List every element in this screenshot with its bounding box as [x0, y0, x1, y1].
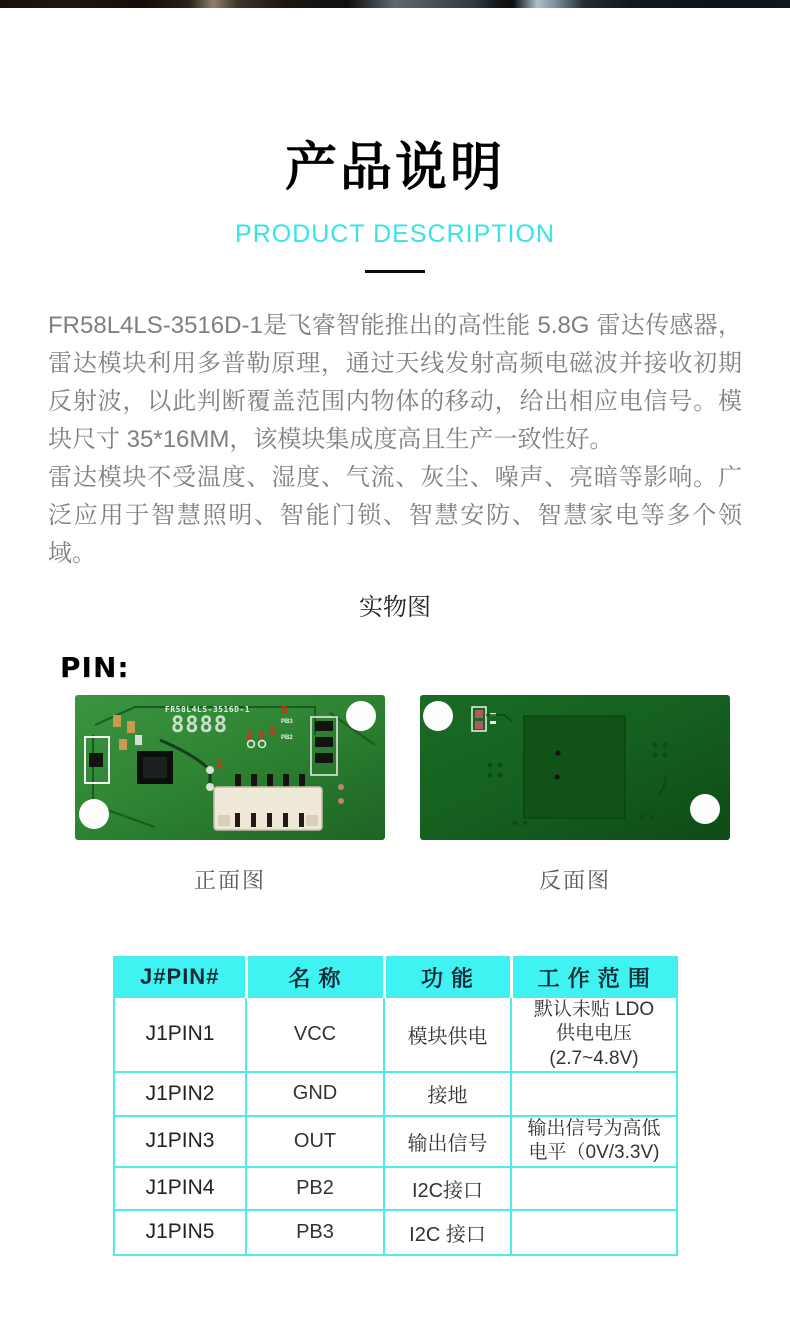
pin-marker-3: 3 — [258, 728, 265, 742]
back-board-image — [420, 695, 730, 840]
bottom-whitespace — [0, 1256, 790, 1329]
mounting-hole-bottom-left — [79, 799, 109, 829]
cell-range — [511, 1210, 677, 1255]
board-images — [75, 695, 790, 894]
table-header-pin: J#PIN# — [114, 957, 246, 997]
silkscreen-pb3: PB3 — [281, 719, 293, 725]
range-line: 供电电压(2.7~4.8V) — [549, 1023, 639, 1069]
cell-function: I2C接口 — [384, 1167, 511, 1210]
mounting-hole-top-left — [423, 701, 453, 731]
range-line: 电平（0V/3.3V) — [528, 1142, 660, 1164]
pad-3 — [315, 753, 333, 763]
table-header-name: 名 称 — [246, 957, 384, 997]
title-divider — [365, 270, 425, 273]
test-point-2 — [338, 798, 344, 804]
front-board-figure — [75, 695, 385, 894]
cell-name: OUT — [246, 1116, 384, 1167]
pin-table — [113, 956, 678, 1256]
resistor-1 — [135, 735, 142, 745]
jst-connector — [214, 787, 322, 830]
via-2 — [206, 783, 214, 791]
pin-marker-4: 4 — [269, 724, 276, 738]
silkscreen-model-text: FR58L4LS-3516D-1 — [165, 705, 251, 714]
cell-pin: J1PIN5 — [114, 1210, 246, 1255]
cell-pin: J1PIN4 — [114, 1167, 246, 1210]
section-title-photo: 实物图 — [359, 594, 431, 621]
pin-marker-1: 1 — [216, 756, 223, 770]
front-board-image — [75, 695, 385, 840]
mounting-hole-bottom-right — [690, 794, 720, 824]
cell-pin: J1PIN3 — [114, 1116, 246, 1167]
table-row — [114, 997, 677, 1072]
silkscreen-digits: 8888 — [171, 713, 228, 738]
top-photo-strip — [0, 0, 790, 8]
cell-name: VCC — [246, 997, 384, 1072]
cell-function: 接地 — [384, 1072, 511, 1116]
cell-function: 输出信号 — [384, 1116, 511, 1167]
table-row — [114, 1116, 677, 1167]
table-header-range: 工 作 范 围 — [511, 957, 677, 997]
pad-2 — [315, 737, 333, 747]
cell-range — [511, 997, 677, 1072]
page-title: 产品说明 — [284, 138, 505, 198]
board-caption-back: 反面图 — [538, 868, 611, 893]
silkscreen-pb2: PB2 — [281, 735, 293, 741]
cell-function: I2C 接口 — [384, 1210, 511, 1255]
test-point-1 — [338, 784, 344, 790]
board-caption-front: 正面图 — [193, 868, 266, 893]
page-subtitle: PRODUCT DESCRIPTION — [235, 220, 555, 248]
cell-name: PB3 — [246, 1210, 384, 1255]
radar-chip-top — [143, 757, 167, 778]
table-header-row — [114, 957, 677, 997]
cell-name: GND — [246, 1072, 384, 1116]
range-line: 输出信号为高低 — [527, 1117, 661, 1139]
table-row — [114, 1210, 677, 1255]
table-header-function: 功 能 — [384, 957, 511, 997]
pin-marker-5: 5 — [281, 703, 288, 717]
capacitor-1 — [113, 715, 121, 727]
table-row — [114, 1072, 677, 1116]
feed-via-2 — [554, 774, 559, 779]
cell-pin: J1PIN2 — [114, 1072, 246, 1116]
cell-name: PB2 — [246, 1167, 384, 1210]
product-description — [48, 307, 742, 573]
via-1 — [206, 766, 214, 774]
component-small-ic — [89, 753, 103, 767]
cell-range — [511, 1167, 677, 1210]
antenna-patch — [524, 716, 625, 818]
cell-pin: J1PIN1 — [114, 997, 246, 1072]
pad-1 — [315, 721, 333, 731]
pin-marker-2: 2 — [246, 728, 253, 742]
pin-heading: PIN: — [60, 651, 130, 684]
cell-range — [511, 1072, 677, 1116]
table-row — [114, 1167, 677, 1210]
mounting-hole-top-right — [346, 701, 376, 731]
range-line: 默认未贴 LDO — [533, 999, 655, 1020]
description-paragraph-1: FR58L4LS-3516D-1是飞睿智能推出的高性能 5.8G 雷达传感器，雷达模块利用多普勒原理，通过天线发射高频电磁波并接收初期反射波，以此判断覆盖范围内物体的移动，给出相应电信号。模块尺寸 35*16MM，该模块集成度高且生产一致性好。 — [48, 312, 742, 453]
capacitor-3 — [119, 739, 127, 750]
capacitor-2 — [127, 721, 135, 733]
feed-via-1 — [555, 750, 560, 755]
cell-function: 模块供电 — [384, 997, 511, 1072]
description-paragraph-2: 雷达模块不受温度、湿度、气流、灰尘、噪声、亮暗等影响。广泛应用于智慧照明、智能门锁、智慧安防、智慧家电等多个领域。 — [48, 464, 742, 567]
back-board-figure — [420, 695, 730, 894]
cell-range — [511, 1116, 677, 1167]
